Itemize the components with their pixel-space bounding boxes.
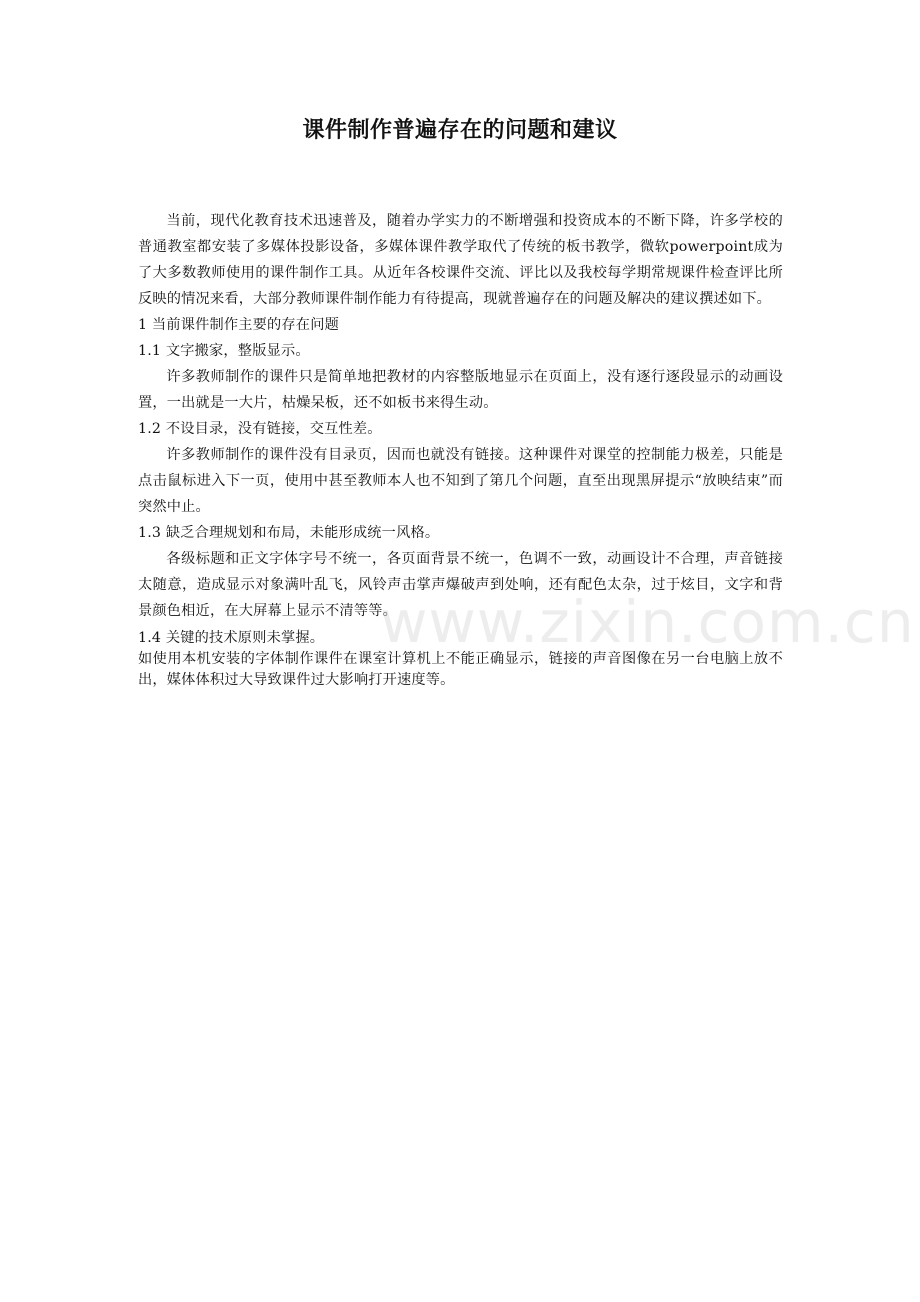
item-heading-1-2: 1.2 不设目录，没有链接，交互性差。 <box>138 421 382 437</box>
document-body <box>138 208 783 691</box>
item-body-1-4: 如使用本机安装的字体制作课件在课室计算机上不能正确显示，链接的声音图像在另一台电脑上放不出，媒体体积过大导致课件过大影响打开速度等。 <box>138 651 783 688</box>
watermark: www.zixin.com.cn <box>380 588 915 656</box>
intro-paragraph: 当前，现代化教育技术迅速普及，随着办学实力的不断增强和投资成本的不断下降，许多学校的普通教室都安装了多媒体投影设备，多媒体课件教学取代了传统的板书教学，微软powerpoint成为了大多数教师使用的课件制作工具。从近年各校课件交流、评比以及我校每学期常规课件检查评比所反映的情况来看，大部分教师课件制作能力有待提高，现就普遍存在的问题及解决的建议撰述如下。 <box>138 213 783 307</box>
document-title: 课件制作普遍存在的问题和建议 <box>302 118 618 143</box>
item-heading-1-4: 1.4 关键的技术原则未掌握。 <box>138 630 325 646</box>
section-heading: 1 当前课件制作主要的存在问题 <box>138 317 339 333</box>
item-body-1-3: 各级标题和正文字体字号不统一，各页面背景不统一，色调不一致，动画设计不合理，声音链接太随意，造成显示对象满叶乱飞，风铃声击掌声爆破声到处响，还有配色太杂，过于炫目，文字和背景颜色相近，在大屏幕上显示不清等等。 <box>138 551 783 619</box>
item-heading-1-3: 1.3 缺乏合理规划和布局，未能形成统一风格。 <box>138 525 440 541</box>
item-heading-1-1: 1.1 文字搬家，整版显示。 <box>138 343 310 359</box>
item-body-1-2: 许多教师制作的课件没有目录页，因而也就没有链接。这种课件对课堂的控制能力极差，只能是点击鼠标进入下一页，使用中甚至教师本人也不知到了第几个问题，直至出现黑屏提示“放映结束”而突然中止。 <box>138 447 783 515</box>
item-body-1-1: 许多教师制作的课件只是简单地把教材的内容整版地显示在页面上，没有逐行逐段显示的动画设置，一出就是一大片，枯燥呆板，还不如板书来得生动。 <box>138 369 783 411</box>
